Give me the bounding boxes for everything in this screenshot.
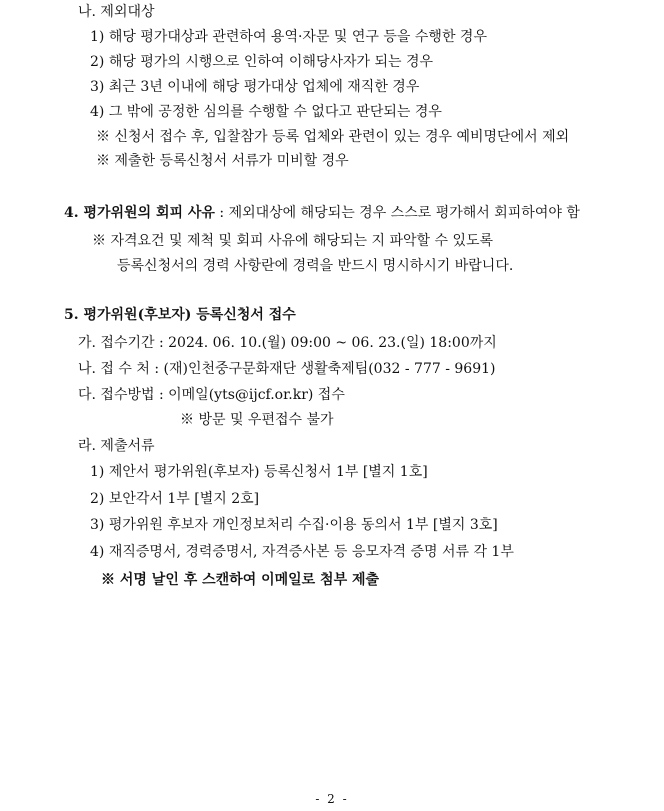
section5-title: 5. 평가위원(후보자) 등록신청서 접수	[64, 307, 296, 323]
section5-method-note: ※ 방문 및 우편접수 불가	[180, 412, 334, 428]
section4-desc: : 제외대상에 해당되는 경우 스스로 평가해서 회피하여야 함	[214, 205, 580, 221]
section4-line	[64, 203, 580, 223]
exclusion-note-2: ※ 제출한 등록신청서 서류가 미비할 경우	[96, 153, 349, 169]
page-number: - 2 -	[315, 792, 349, 806]
section5-doc-1: 1) 제안서 평가위원(후보자) 등록신청서 1부 [별지 1호]	[90, 464, 428, 480]
section4-note-2: 등록신청서의 경력 사항란에 경력을 반드시 명시하시기 바랍니다.	[117, 258, 514, 274]
section5-period: 가. 접수기간 : 2024. 06. 10.(월) 09:00 ~ 06. 23.(일) 18:00까지	[78, 335, 497, 351]
exclusion-heading: 나. 제외대상	[78, 4, 155, 20]
section5-doc-3: 3) 평가위원 후보자 개인정보처리 수집·이용 동의서 1부 [별지 3호]	[90, 517, 498, 533]
exclusion-item-4: 4) 그 밖에 공정한 심의를 수행할 수 없다고 판단되는 경우	[90, 104, 442, 120]
exclusion-item-2: 2) 해당 평가의 시행으로 인하여 이해당사자가 되는 경우	[90, 54, 434, 70]
section5-office: 나. 접 수 처 : (재)인천중구문화재단 생활축제팀(032 - 777 - 9691)	[78, 361, 496, 377]
section4-note-1: ※ 자격요건 및 제척 및 회피 사유에 해당되는 지 파악할 수 있도록	[92, 233, 494, 249]
section4-title: 4. 평가위원의 회피 사유	[64, 205, 215, 221]
exclusion-item-3: 3) 최근 3년 이내에 해당 평가대상 업체에 재직한 경우	[90, 79, 420, 95]
section5-final-note: ※ 서명 날인 후 스캔하여 이메일로 첨부 제출	[101, 572, 380, 588]
exclusion-note-1: ※ 신청서 접수 후, 입찰참가 등록 업체와 관련이 있는 경우 예비명단에서 제외	[96, 129, 570, 145]
exclusion-item-1: 1) 해당 평가대상과 관련하여 용역·자문 및 연구 등을 수행한 경우	[90, 29, 487, 45]
section5-doc-4: 4) 재직증명서, 경력증명서, 자격증사본 등 응모자격 증명 서류 각 1부	[90, 544, 514, 560]
section5-doc-2: 2) 보안각서 1부 [별지 2호]	[90, 491, 260, 507]
section5-docs-heading: 라. 제출서류	[78, 438, 155, 454]
section5-method: 다. 접수방법 : 이메일(yts@ijcf.or.kr) 접수	[78, 387, 345, 403]
